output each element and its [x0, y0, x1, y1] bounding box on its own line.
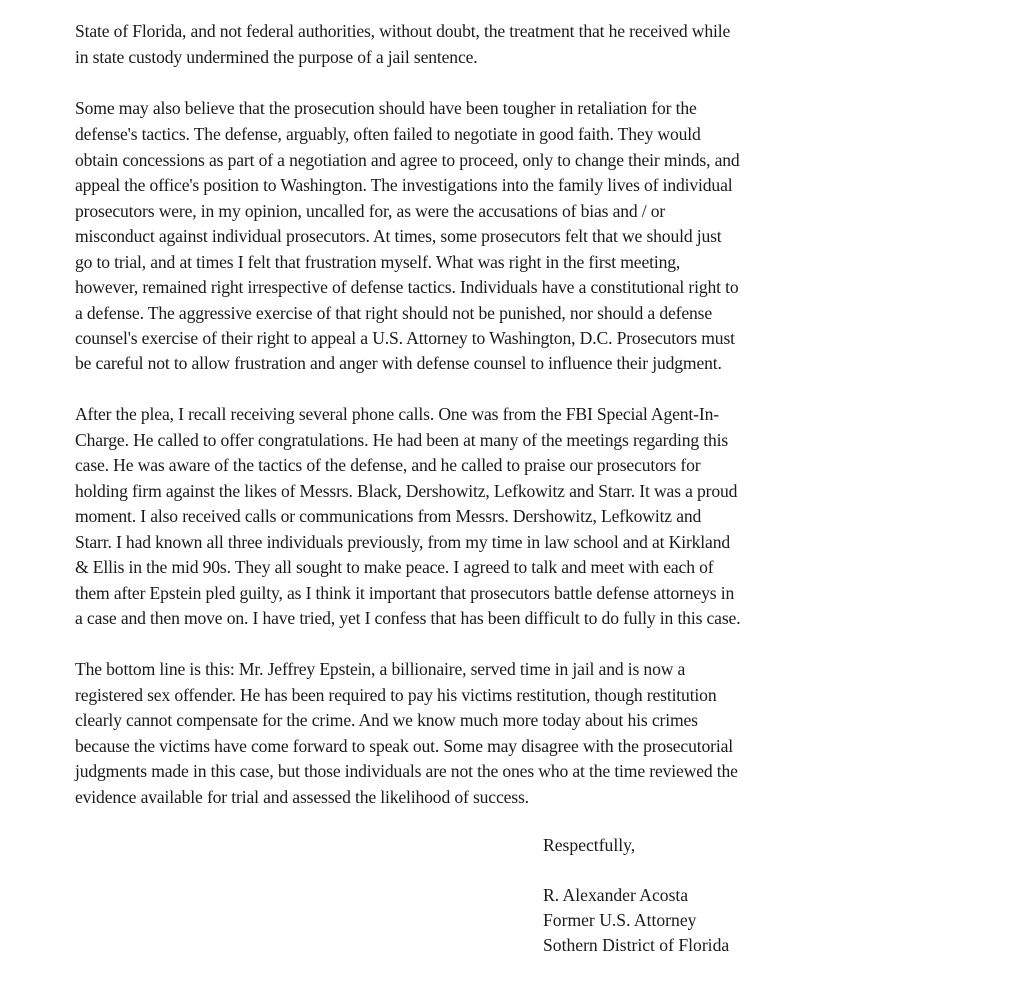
paragraph-3-line-7: & Ellis in the mid 90s. They all sought to make peace. I agreed to talk and meet with each of: [75, 557, 714, 577]
paragraph-2-line-10: counsel's exercise of their right to appeal a U.S. Attorney to Washington, D.C. Prosecutors must: [75, 328, 735, 348]
paragraph-4-line-3: clearly cannot compensate for the crime. And we know much more today about his crimes: [75, 710, 698, 730]
paragraph-3-line-3: case. He was aware of the tactics of the defense, and he called to praise our prosecutors for: [75, 455, 701, 475]
paragraph-3-line-1: After the plea, I recall receiving several phone calls. One was from the FBI Special Agent-In-: [75, 404, 719, 424]
paragraph-2-line-6: misconduct against individual prosecutors. At times, some prosecutors felt that we should just: [75, 226, 722, 246]
paragraph-2-line-8: however, remained right irrespective of defense tactics. Individuals have a constitutional right to: [75, 277, 739, 297]
paragraph-2-line-5: prosecutors were, in my opinion, uncalled for, as were the accusations of bias and / or: [75, 201, 666, 221]
signatory-title: Former U.S. Attorney: [543, 910, 697, 930]
paragraph-2-line-11: be careful not to allow frustration and anger with defense counsel to influence their judgment.: [75, 353, 722, 373]
paragraph-2-line-2: defense's tactics. The defense, arguably, often failed to negotiate in good faith. They would: [75, 124, 701, 144]
paragraph-3-line-2: Charge. He called to offer congratulations. He had been at many of the meetings regarding this: [75, 430, 729, 450]
paragraph-4-line-6: evidence available for trial and assessed the likelihood of success.: [75, 787, 529, 807]
paragraph-3-line-6: Starr. I had known all three individuals previously, from my time in law school and at Kirkland: [75, 532, 730, 552]
paragraph-1-line-2: in state custody undermined the purpose of a jail sentence.: [75, 47, 478, 67]
paragraph-2-line-7: go to trial, and at times I felt that frustration myself. What was right in the first meeting,: [75, 252, 681, 272]
paragraph-3-line-8: them after Epstein pled guilty, as I think it important that prosecutors battle defense attorneys in: [75, 583, 735, 603]
paragraph-1-line-1: State of Florida, and not federal authorities, without doubt, the treatment that he received while: [75, 21, 731, 41]
paragraph-3-line-9: a case and then move on. I have tried, yet I confess that has been difficult to do fully in this case.: [75, 608, 741, 628]
paragraph-2-line-1: Some may also believe that the prosecution should have been tougher in retaliation for the: [75, 98, 697, 118]
paragraph-3-line-5: moment. I also received calls or communications from Messrs. Dershowitz, Lefkowitz and: [75, 506, 702, 526]
paragraph-4-line-5: judgments made in this case, but those individuals are not the ones who at the time reviewed the: [75, 761, 738, 781]
paragraph-2-line-4: appeal the office's position to Washington. The investigations into the family lives of individual: [75, 175, 733, 195]
paragraph-3-line-4: holding firm against the likes of Messrs. Black, Dershowitz, Lefkowitz and Starr. It was a proud: [75, 481, 738, 501]
paragraph-4-line-4: because the victims have come forward to speak out. Some may disagree with the prosecutorial: [75, 736, 733, 756]
paragraph-2-line-9: a defense. The aggressive exercise of that right should not be punished, nor should a defense: [75, 303, 712, 323]
signatory-name: R. Alexander Acosta: [543, 885, 689, 905]
paragraph-2-line-3: obtain concessions as part of a negotiation and agree to proceed, only to change their minds, and: [75, 150, 740, 170]
signatory-district: Sothern District of Florida: [543, 935, 730, 955]
closing-salutation: Respectfully,: [543, 835, 636, 855]
paragraph-4-line-1: The bottom line is this: Mr. Jeffrey Epstein, a billionaire, served time in jail and is now a: [75, 659, 686, 679]
paragraph-4-line-2: registered sex offender. He has been required to pay his victims restitution, though restitution: [75, 685, 717, 705]
